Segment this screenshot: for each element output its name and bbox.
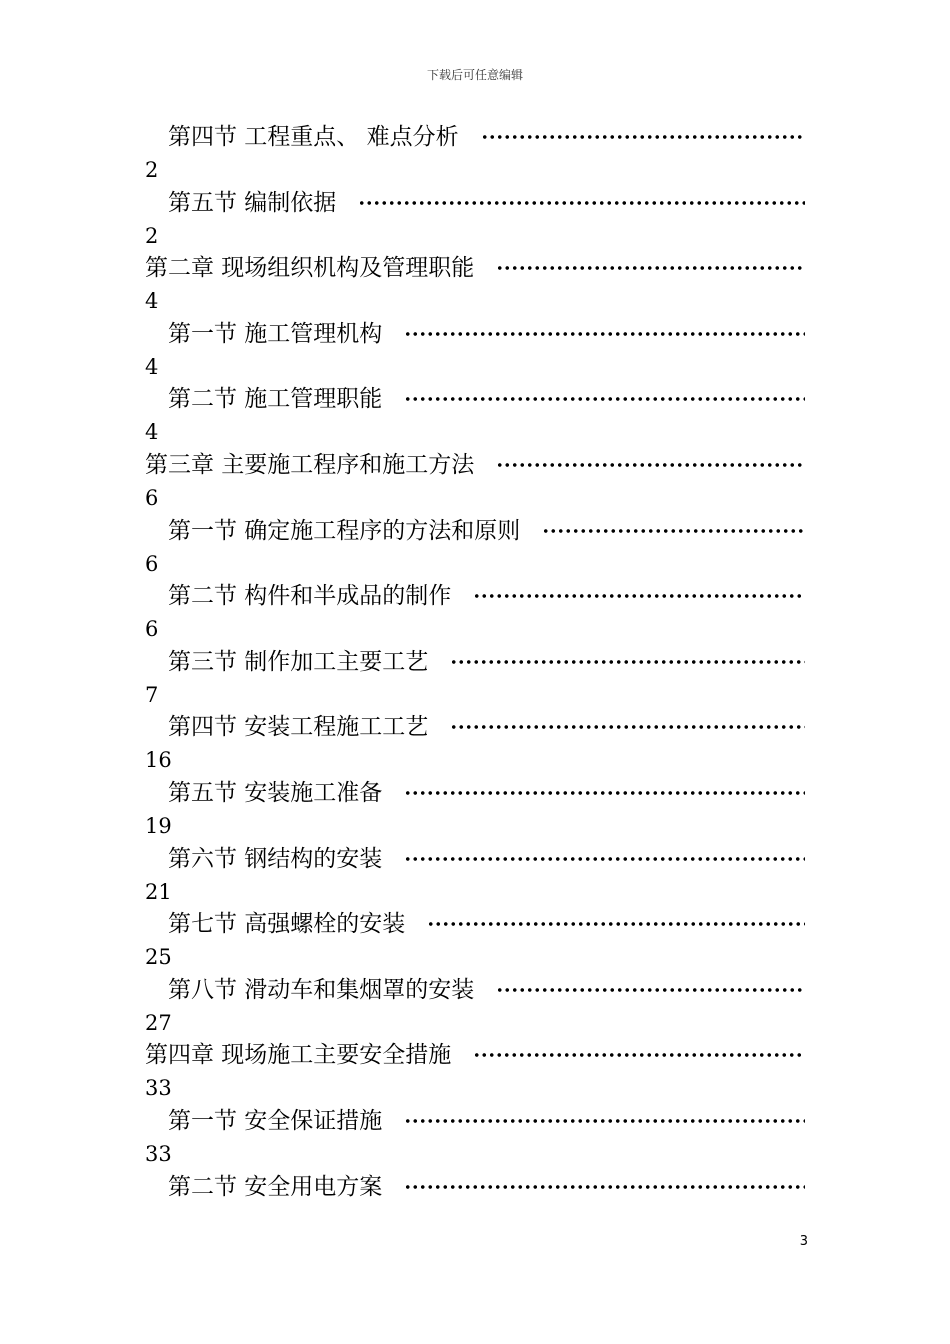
toc-entry [0, 1170, 950, 1236]
toc-entry-page: 19 [145, 813, 172, 838]
section-title-line [168, 1104, 805, 1138]
section-title-line [168, 776, 805, 810]
toc-entry-title: 第四节 工程重点、 难点分析 [168, 124, 459, 150]
table-of-contents [0, 120, 950, 1235]
dot-leader [450, 724, 805, 730]
toc-entry [0, 448, 950, 514]
toc-entry-title: 第三章 主要施工程序和施工方法 [145, 451, 475, 478]
toc-entry-title: 第六节 钢结构的安装 [168, 845, 383, 872]
dot-leader [404, 790, 805, 796]
toc-entry-page: 6 [145, 551, 159, 576]
dot-leader [358, 200, 805, 206]
toc-entry [0, 382, 950, 448]
section-title-line [168, 907, 805, 941]
toc-entry-page: 2 [145, 158, 159, 182]
toc-entry [0, 317, 950, 383]
toc-entry-page: 4 [145, 289, 159, 314]
section-title-line [168, 645, 805, 679]
toc-entry-title: 第二节 构件和半成品的制作 [168, 583, 452, 610]
dot-leader [404, 396, 805, 402]
toc-entry-page: 33 [145, 1076, 172, 1101]
section-title-line [168, 317, 805, 351]
toc-entry-page: 7 [145, 682, 159, 707]
chapter-title-line [145, 251, 805, 285]
toc-entry-title: 第四章 现场施工主要安全措施 [145, 1042, 452, 1069]
toc-entry-title: 第三节 制作加工主要工艺 [168, 648, 429, 675]
chapter-title-line [145, 448, 805, 482]
dot-leader [473, 593, 805, 599]
dot-leader [496, 987, 805, 993]
toc-entry-page: 16 [145, 748, 172, 773]
chapter-title-line [145, 1038, 805, 1072]
header-note: 下载后可任意编辑 [426, 68, 523, 82]
section-title-line [168, 842, 805, 876]
toc-entry-page: 6 [145, 617, 159, 642]
section-title-line [168, 186, 805, 220]
toc-entry-title: 第五节 编制依据 [168, 189, 337, 216]
section-title-line [168, 1170, 805, 1204]
dot-leader [542, 528, 805, 534]
dot-leader [496, 462, 805, 468]
dot-leader [481, 134, 805, 140]
dot-leader [404, 856, 805, 862]
toc-entry [0, 973, 950, 1039]
toc-entry-page: 21 [145, 879, 172, 904]
toc-entry [0, 186, 950, 252]
dot-leader [404, 331, 805, 337]
toc-entry-page: 27 [145, 1010, 172, 1035]
toc-entry-title: 第七节 高强螺栓的安装 [168, 911, 406, 938]
toc-entry-title: 第二节 安全用电方案 [168, 1173, 383, 1200]
toc-entry [0, 645, 950, 711]
toc-entry [0, 120, 950, 186]
toc-entry-page: 6 [145, 485, 159, 510]
toc-entry-title: 第一节 确定施工程序的方法和原则 [168, 517, 521, 544]
toc-entry [0, 579, 950, 645]
toc-entry [0, 1104, 950, 1170]
toc-entry [0, 1038, 950, 1104]
toc-entry-title: 第八节 滑动车和集烟罩的安装 [168, 976, 475, 1003]
dot-leader [450, 659, 805, 665]
toc-entry [0, 776, 950, 842]
section-title-line [168, 579, 805, 613]
toc-entry [0, 514, 950, 580]
toc-entry-title: 第四节 安装工程施工工艺 [168, 714, 429, 741]
dot-leader [496, 265, 805, 271]
toc-entry-page: 33 [145, 1141, 172, 1166]
toc-entry-page: 2 [145, 223, 159, 248]
section-title-line [168, 382, 805, 416]
toc-entry-page: 25 [145, 945, 172, 970]
toc-entry-page: 4 [145, 420, 159, 445]
toc-entry [0, 710, 950, 776]
dot-leader [473, 1052, 805, 1058]
section-title-line [168, 710, 805, 744]
section-title-line [168, 514, 805, 548]
toc-entry [0, 251, 950, 317]
toc-entry-title: 第一节 施工管理机构 [168, 320, 383, 347]
toc-entry-title: 第二章 现场组织机构及管理职能 [145, 255, 475, 282]
toc-entry-page: 4 [145, 354, 159, 379]
toc-entry [0, 907, 950, 973]
page-number: 3 [799, 1234, 808, 1249]
dot-leader [427, 921, 805, 927]
section-title-line [168, 973, 805, 1007]
toc-entry-title: 第五节 安装施工准备 [168, 779, 383, 806]
dot-leader [404, 1184, 805, 1190]
toc-entry-title: 第二节 施工管理职能 [168, 386, 383, 413]
toc-entry-title: 第一节 安全保证措施 [168, 1107, 383, 1134]
dot-leader [404, 1118, 805, 1124]
section-title-line [168, 120, 805, 154]
toc-entry [0, 842, 950, 908]
